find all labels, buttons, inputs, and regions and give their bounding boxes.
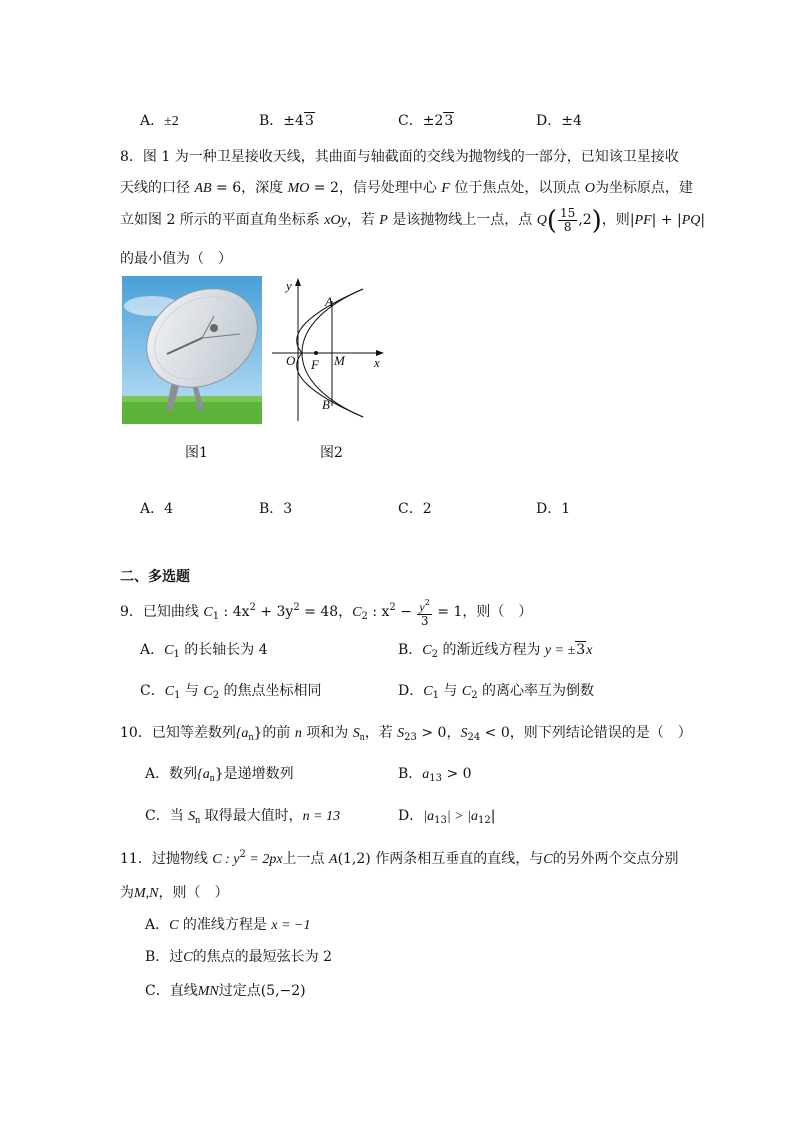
q11-option-a: A．C 的准线方程是 x = −1 (145, 917, 311, 933)
q7-option-c: C．±23 (398, 113, 454, 129)
q9-option-a: A．$C_1$ 的长轴长为 4 (140, 642, 268, 660)
q9-option-d: D．$C_1$ 与 $C_2$ 的离心率互为倒数 (398, 683, 595, 701)
q8-line-3: 立如图 2 所示的平面直角坐标系 xOy，若 P 是该抛物线上一点，点 Q( $\frac{15}{8}$ ,2)，则|PF| + |PQ| (120, 205, 706, 236)
q8-option-a: A．4 (140, 501, 174, 517)
fig2-caption: 图2 (320, 445, 343, 461)
fig2-b-label: B (322, 397, 330, 412)
q10-option-a: A．数列$\{a_n\}$是递增数列 (145, 766, 294, 784)
q10-stem: 10．已知等差数列$\{a_n\}$的前 n 项和为 $S_n$，若 $S_{23} > 0$，$S_{24} < 0$，则下列结论错误的是（ ） (120, 725, 692, 743)
q7-option-b: B．±43 (259, 113, 314, 129)
q8-line-2: 天线的口径 AB = 6，深度 MO = 2，信号处理中心 F 位于焦点处，以顶点 O为坐标原点，建 (120, 180, 693, 196)
q8-line-1: 8．图 1 为一种卫星接收天线，其曲面与轴截面的交线为抛物线的一部分，已知该卫星接收 (120, 149, 679, 165)
q10-option-c: C．当 $S_n$ 取得最大值时，n = 13 (145, 808, 341, 826)
q11-option-c: C．直线MN过定点(5,−2) (145, 983, 306, 999)
q10-option-d: D．$|a_{13}| > |a_{12}|$ (398, 808, 496, 826)
q9-option-b: B．$C_2$ 的渐近线方程为 y = ±3x (398, 642, 593, 660)
q8-option-b: B．3 (259, 501, 293, 517)
q7-option-d: D．±4 (536, 113, 582, 129)
fig2-y-label: y (286, 278, 292, 293)
q-fraction: $\frac{15}{8}$ (560, 205, 576, 234)
fig2-m-label: M (334, 353, 345, 368)
fig2-f-label: F (311, 357, 319, 372)
q9-stem: 9．已知曲线 $C_1$ : $4x^2 + 3y^2 = 48$，$C_2$ : $x^2$ − $\frac{y^2}{3}$ = 1，则（ ） (120, 598, 533, 628)
q8-line-4: 的最小值为（ ） (120, 251, 232, 267)
fig2-a-label: A (325, 294, 333, 309)
q10-option-b: B．$a_{13} > 0$ (398, 766, 472, 784)
fig2-o-label: O (286, 353, 296, 368)
q11-stem-line-1: 11．过抛物线 C : $y^2 = 2px$上一点 A(1,2) 作两条相互垂直的直线，与C的另外两个交点分别 (120, 849, 679, 867)
q9-option-c: C．$C_1$ 与 $C_2$ 的焦点坐标相同 (140, 683, 322, 701)
fig1-caption: 图1 (185, 445, 208, 461)
q8-option-c: C．2 (398, 501, 432, 517)
fig2-x-label: x (374, 355, 380, 370)
q11-option-b: B．过C的焦点的最短弦长为 2 (145, 949, 332, 965)
q11-stem-line-2: 为M,N，则（ ） (120, 885, 229, 901)
q8-option-d: D．1 (536, 501, 571, 517)
section-title-multiple-choice: 二、多选题 (120, 569, 190, 585)
q7-option-a: A．±2 (140, 113, 179, 129)
satellite-dish-photo (122, 276, 262, 424)
